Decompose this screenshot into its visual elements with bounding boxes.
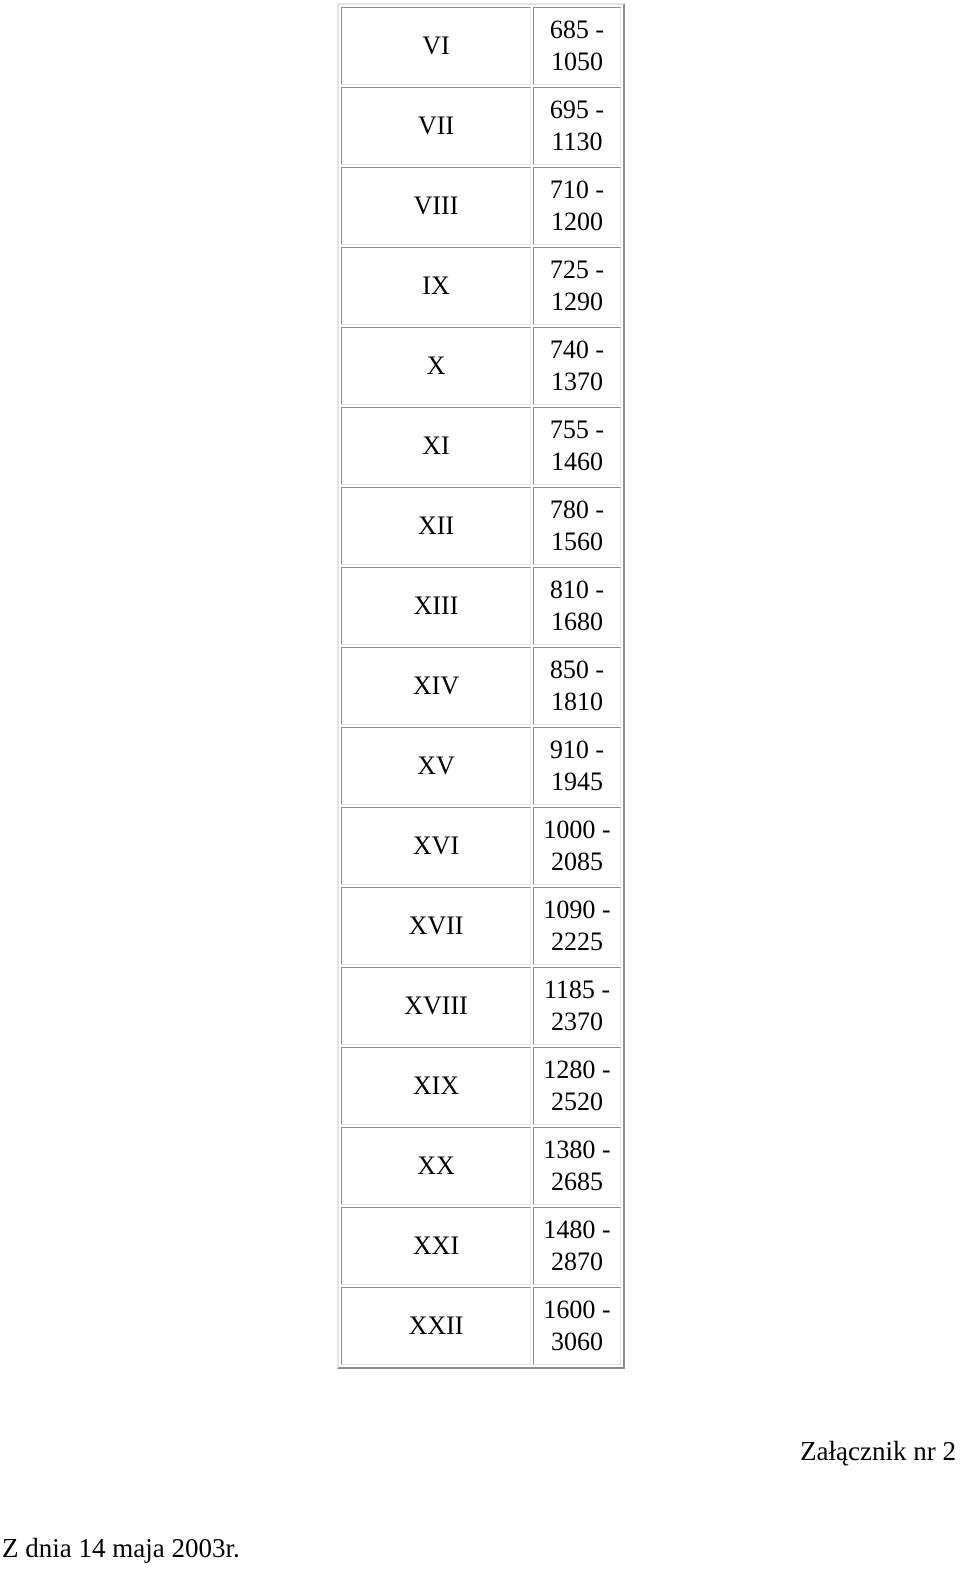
range-min: 1380 - bbox=[543, 1135, 611, 1164]
range-min: 1090 - bbox=[543, 895, 611, 924]
range-max: 2685 bbox=[551, 1167, 603, 1196]
range-max: 1050 bbox=[551, 47, 603, 76]
salary-grade-table bbox=[337, 3, 625, 1369]
table-row bbox=[341, 327, 621, 405]
grade-cell: VII bbox=[341, 87, 531, 165]
grade-cell: XII bbox=[341, 487, 531, 565]
table-row bbox=[341, 807, 621, 885]
table-row bbox=[341, 7, 621, 85]
grade-cell: XXI bbox=[341, 1207, 531, 1285]
range-cell bbox=[533, 327, 621, 405]
range-cell bbox=[533, 1047, 621, 1125]
table-row bbox=[341, 247, 621, 325]
range-cell bbox=[533, 807, 621, 885]
range-max: 1460 bbox=[551, 447, 603, 476]
range-min: 1185 - bbox=[543, 975, 611, 1004]
grade-cell: XVII bbox=[341, 887, 531, 965]
range-min: 1480 - bbox=[543, 1215, 611, 1244]
range-cell bbox=[533, 967, 621, 1045]
range-min: 685 - bbox=[549, 15, 605, 44]
table-row bbox=[341, 1127, 621, 1205]
range-cell bbox=[533, 487, 621, 565]
range-min: 755 - bbox=[549, 415, 605, 444]
range-max: 2370 bbox=[551, 1007, 603, 1036]
range-min: 1280 - bbox=[543, 1055, 611, 1084]
range-min: 1600 - bbox=[543, 1295, 611, 1324]
range-min: 695 - bbox=[549, 95, 605, 124]
range-max: 1370 bbox=[551, 367, 603, 396]
range-cell bbox=[533, 407, 621, 485]
range-max: 1290 bbox=[551, 287, 603, 316]
range-cell bbox=[533, 167, 621, 245]
grade-cell: VI bbox=[341, 7, 531, 85]
table-row bbox=[341, 727, 621, 805]
range-max: 1945 bbox=[551, 767, 603, 796]
range-min: 740 - bbox=[549, 335, 605, 364]
range-cell bbox=[533, 1127, 621, 1205]
grade-cell: XI bbox=[341, 407, 531, 485]
range-cell bbox=[533, 247, 621, 325]
table-row bbox=[341, 1207, 621, 1285]
range-min: 810 - bbox=[549, 575, 605, 604]
range-max: 2225 bbox=[551, 927, 603, 956]
table-row bbox=[341, 967, 621, 1045]
range-cell bbox=[533, 887, 621, 965]
grade-cell: XX bbox=[341, 1127, 531, 1205]
range-cell bbox=[533, 1287, 621, 1365]
range-cell bbox=[533, 1207, 621, 1285]
range-cell bbox=[533, 87, 621, 165]
grade-cell: XXII bbox=[341, 1287, 531, 1365]
range-max: 1810 bbox=[551, 687, 603, 716]
grade-cell: XIV bbox=[341, 647, 531, 725]
grade-cell: XIX bbox=[341, 1047, 531, 1125]
range-cell bbox=[533, 727, 621, 805]
range-min: 725 - bbox=[549, 255, 605, 284]
table-row bbox=[341, 647, 621, 725]
range-max: 1680 bbox=[551, 607, 603, 636]
grade-cell: XV bbox=[341, 727, 531, 805]
table-row bbox=[341, 567, 621, 645]
range-min: 710 - bbox=[549, 175, 605, 204]
table-row bbox=[341, 887, 621, 965]
range-max: 1200 bbox=[551, 207, 603, 236]
grade-cell: XVIII bbox=[341, 967, 531, 1045]
grade-cell: VIII bbox=[341, 167, 531, 245]
table-row bbox=[341, 87, 621, 165]
grade-cell: IX bbox=[341, 247, 531, 325]
table-row bbox=[341, 487, 621, 565]
table-row bbox=[341, 1047, 621, 1125]
annex-label: Załącznik nr 2 bbox=[800, 1436, 956, 1466]
table-row bbox=[341, 1287, 621, 1365]
grade-cell: X bbox=[341, 327, 531, 405]
date-line: Z dnia 14 maja 2003r. bbox=[2, 1533, 240, 1563]
range-min: 910 - bbox=[549, 735, 605, 764]
range-cell bbox=[533, 567, 621, 645]
table-row bbox=[341, 167, 621, 245]
grade-cell: XVI bbox=[341, 807, 531, 885]
range-max: 1130 bbox=[551, 127, 603, 156]
range-min: 780 - bbox=[549, 495, 605, 524]
salary-grade-rows bbox=[341, 7, 621, 1365]
range-max: 2520 bbox=[551, 1087, 603, 1116]
grade-cell: XIII bbox=[341, 567, 531, 645]
table-row bbox=[341, 407, 621, 485]
range-min: 1000 - bbox=[543, 815, 611, 844]
range-max: 2085 bbox=[551, 847, 603, 876]
range-max: 1560 bbox=[551, 527, 603, 556]
range-max: 2870 bbox=[551, 1247, 603, 1276]
range-min: 850 - bbox=[549, 655, 605, 684]
range-cell bbox=[533, 7, 621, 85]
range-max: 3060 bbox=[551, 1327, 603, 1356]
range-cell bbox=[533, 647, 621, 725]
